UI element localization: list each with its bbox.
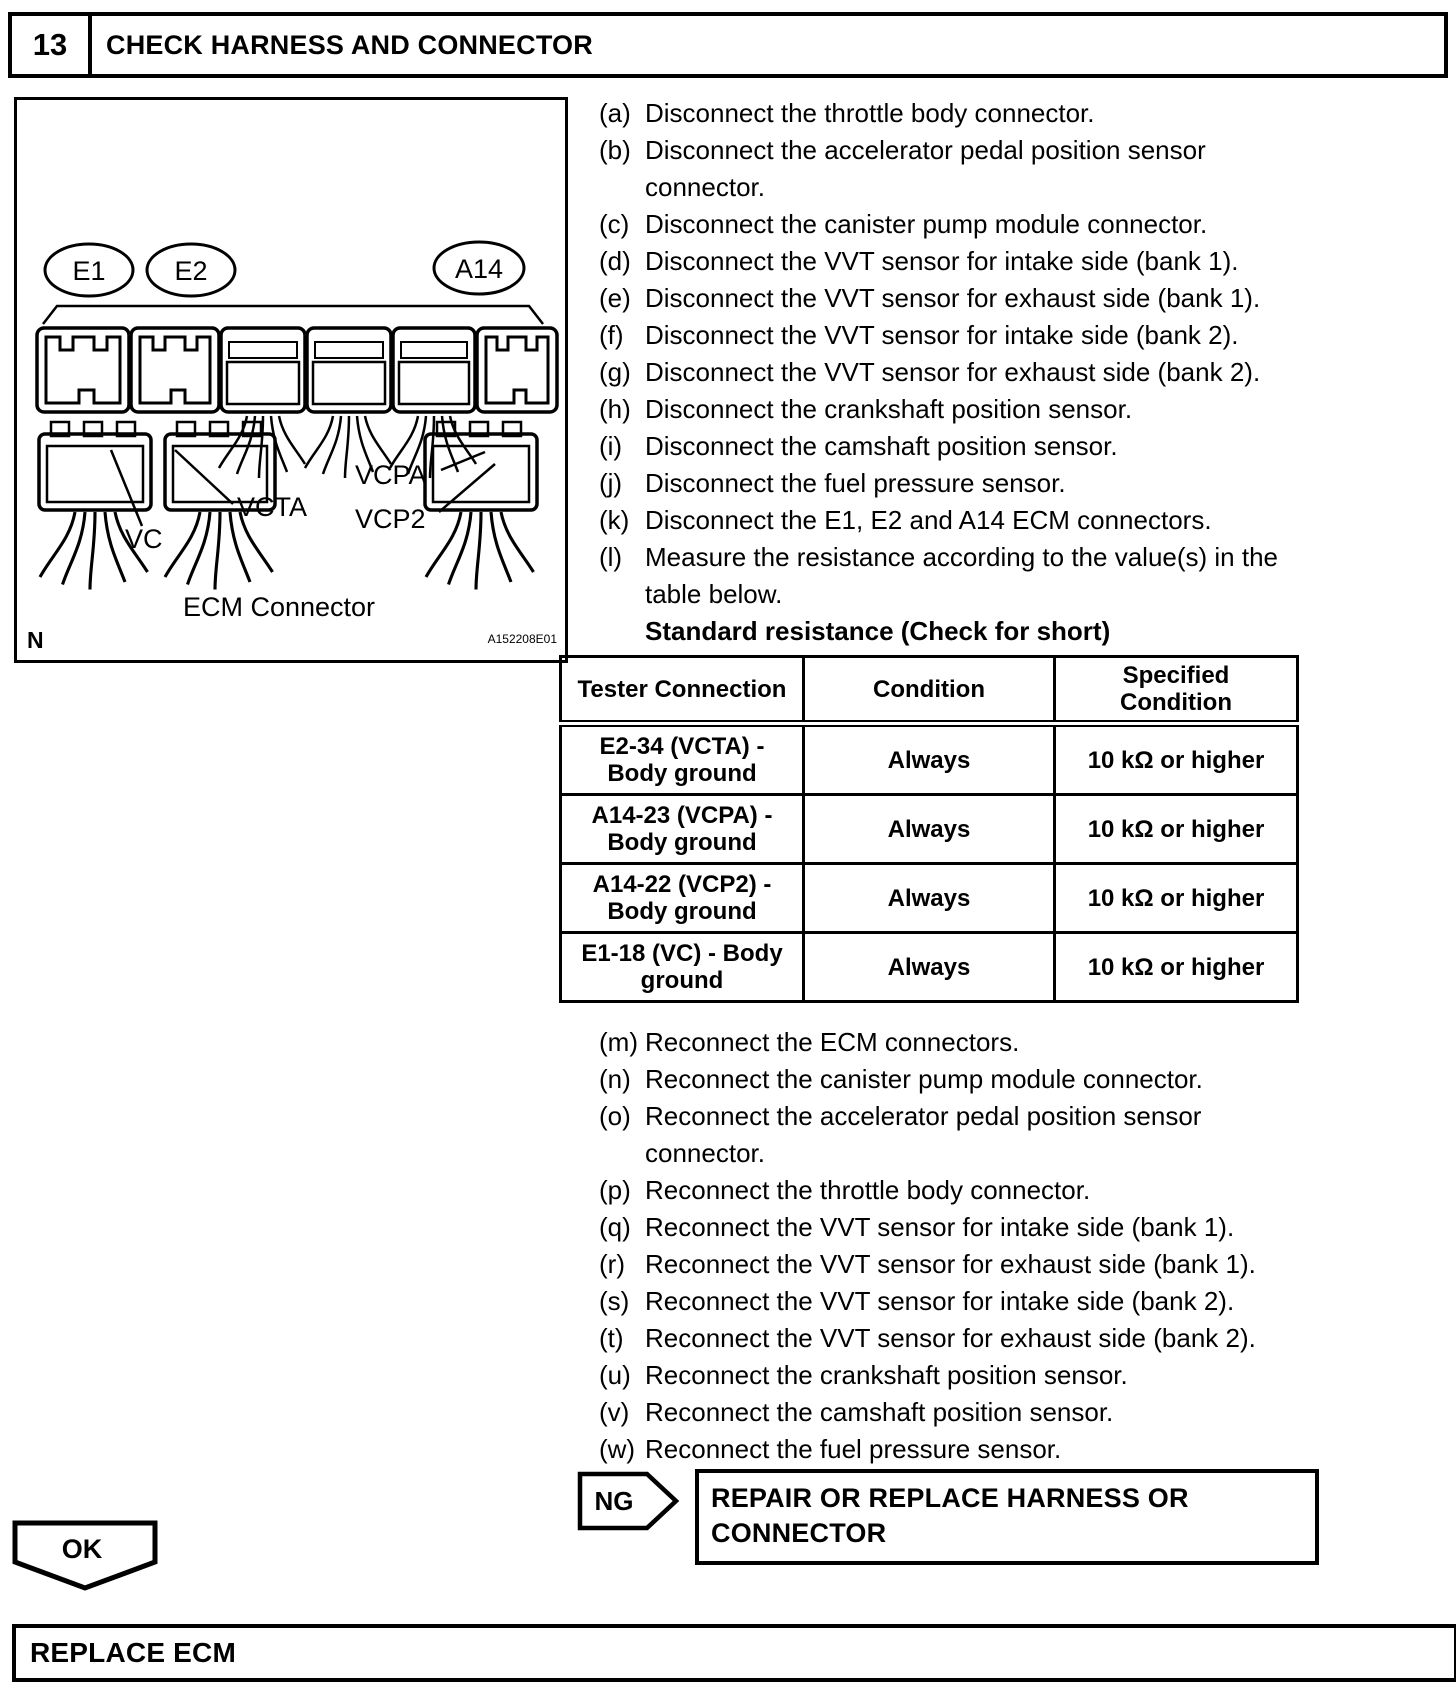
step-marker: (g) — [599, 357, 631, 387]
ok-arrow — [12, 1520, 158, 1592]
ng-arrow — [577, 1471, 681, 1531]
procedure-step — [557, 428, 1319, 465]
pin-label-vc: VC — [125, 524, 163, 554]
resistance-table-header-row — [561, 657, 1298, 724]
step-text: Reconnect the accelerator pedal position sensor connector. — [645, 1101, 1202, 1168]
procedure-step — [557, 391, 1319, 428]
tester-connection-cell: A14-23 (VCPA) - Body ground — [561, 795, 804, 864]
step-text: Reconnect the VVT sensor for exhaust side (bank 2). — [645, 1323, 1256, 1353]
leader-line-vcpa — [441, 452, 485, 470]
specified-condition-cell: 10 kΩ or higher — [1055, 724, 1298, 795]
step-marker: (f) — [599, 320, 624, 350]
step-marker: (a) — [599, 98, 631, 128]
procedure-step — [557, 206, 1319, 243]
procedure-step — [557, 1283, 1319, 1320]
ng-action-box: REPAIR OR REPLACE HARNESS OR CONNECTOR — [695, 1469, 1319, 1565]
tester-connection-cell: E2-34 (VCTA) - Body ground — [561, 724, 804, 795]
figure-panel — [14, 97, 568, 663]
step-marker: (s) — [599, 1286, 630, 1316]
table-header-cell: Condition — [804, 657, 1055, 724]
step-marker: (j) — [599, 468, 623, 498]
step-marker: (d) — [599, 246, 631, 276]
procedure-step — [557, 1320, 1319, 1357]
procedure-step — [557, 465, 1319, 502]
procedure-step — [557, 502, 1319, 539]
table-row — [561, 795, 1298, 864]
step-text: Disconnect the E1, E2 and A14 ECM connectors. — [645, 505, 1212, 535]
step-text: Disconnect the camshaft position sensor. — [645, 431, 1118, 461]
procedure-steps-bottom — [557, 1024, 1319, 1468]
step-marker: (n) — [599, 1064, 631, 1094]
table-header-cell: Tester Connection — [561, 657, 804, 724]
table-row — [561, 864, 1298, 933]
pin-label-vcta: VCTA — [237, 492, 308, 522]
connector-label-a14: A14 — [454, 254, 504, 284]
step-text: Disconnect the VVT sensor for exhaust side (bank 2). — [645, 357, 1261, 387]
specified-condition-cell: 10 kΩ or higher — [1055, 864, 1298, 933]
procedure-step — [557, 1209, 1319, 1246]
ng-result-row — [577, 1469, 1319, 1565]
procedure-steps-top — [557, 95, 1319, 613]
ng-label: NG — [594, 1486, 634, 1516]
step-marker: (b) — [599, 135, 631, 165]
step-marker: (t) — [599, 1323, 624, 1353]
procedure-step — [557, 317, 1319, 354]
ecm-edge-line — [43, 306, 543, 324]
pin-label-vcpa: VCPA — [355, 460, 427, 490]
procedure-step — [557, 1061, 1319, 1098]
footer-action-bar — [12, 1624, 1456, 1682]
condition-cell: Always — [804, 795, 1055, 864]
step-text: Reconnect the fuel pressure sensor. — [645, 1434, 1062, 1464]
procedure-column — [557, 95, 1319, 1565]
step-marker: (q) — [599, 1212, 631, 1242]
figure-caption: ECM Connector — [182, 592, 376, 622]
tester-connection-cell: E1-18 (VC) - Body ground — [561, 933, 804, 1002]
step-header-bar — [8, 12, 1448, 78]
condition-cell: Always — [804, 724, 1055, 795]
step-text: Disconnect the VVT sensor for intake side (bank 1). — [645, 246, 1239, 276]
procedure-step — [557, 354, 1319, 391]
step-text: Disconnect the canister pump module connector. — [645, 209, 1208, 239]
procedure-step — [557, 1394, 1319, 1431]
step-marker: (o) — [599, 1101, 631, 1131]
step-title: CHECK HARNESS AND CONNECTOR — [106, 29, 593, 60]
leader-line-vcp2 — [439, 464, 495, 512]
procedure-step — [557, 1098, 1319, 1172]
step-text: Disconnect the VVT sensor for intake side (bank 2). — [645, 320, 1239, 350]
ok-label: OK — [61, 1534, 103, 1564]
step-text: Measure the resistance according to the value(s) in the table below. — [645, 542, 1279, 609]
step-marker: (w) — [599, 1434, 636, 1464]
step-marker: (p) — [599, 1175, 631, 1205]
step-text: Disconnect the crankshaft position sensor. — [645, 394, 1133, 424]
step-marker: (u) — [599, 1360, 631, 1390]
resistance-table — [559, 655, 1299, 1003]
procedure-step — [557, 132, 1319, 206]
step-marker: (l) — [599, 542, 623, 572]
step-text: Disconnect the fuel pressure sensor. — [645, 468, 1066, 498]
step-marker: (m) — [599, 1027, 638, 1057]
step-marker: (h) — [599, 394, 631, 424]
pin-label-vcp2: VCP2 — [355, 504, 426, 534]
procedure-step — [557, 1431, 1319, 1468]
step-text: Reconnect the VVT sensor for exhaust side (bank 1). — [645, 1249, 1256, 1279]
step-text: Reconnect the camshaft position sensor. — [645, 1397, 1114, 1427]
procedure-step — [557, 95, 1319, 132]
table-row — [561, 933, 1298, 1002]
figure-id: A152208E01 — [487, 632, 557, 646]
procedure-step — [557, 1246, 1319, 1283]
footer-action-label: REPLACE ECM — [30, 1637, 236, 1668]
figure-corner-letter: N — [27, 627, 44, 653]
condition-cell: Always — [804, 864, 1055, 933]
procedure-step — [557, 1172, 1319, 1209]
table-row — [561, 724, 1298, 795]
step-marker: (r) — [599, 1249, 625, 1279]
specified-condition-cell: 10 kΩ or higher — [1055, 933, 1298, 1002]
step-marker: (i) — [599, 431, 623, 461]
connector-label-e1: E1 — [72, 256, 106, 286]
table-header-cell: Specified Condition — [1055, 657, 1298, 724]
step-text: Reconnect the ECM connectors. — [645, 1027, 1020, 1057]
step-text: Reconnect the VVT sensor for intake side (bank 2). — [645, 1286, 1235, 1316]
step-text: Disconnect the VVT sensor for exhaust side (bank 1). — [645, 283, 1261, 313]
specified-condition-cell: 10 kΩ or higher — [1055, 795, 1298, 864]
step-text: Reconnect the canister pump module connector. — [645, 1064, 1203, 1094]
step-marker: (e) — [599, 283, 631, 313]
step-number: 13 — [12, 16, 92, 74]
step-text: Disconnect the throttle body connector. — [645, 98, 1095, 128]
ecm-connector-figure — [17, 100, 565, 660]
procedure-step — [557, 1357, 1319, 1394]
step-marker: (c) — [599, 209, 630, 239]
procedure-step — [557, 1024, 1319, 1061]
connector-label-e2: E2 — [174, 256, 208, 286]
resistance-table-heading: Standard resistance (Check for short) — [645, 616, 1111, 646]
tester-connection-cell: A14-22 (VCP2) - Body ground — [561, 864, 804, 933]
step-text: Reconnect the throttle body connector. — [645, 1175, 1091, 1205]
step-marker: (v) — [599, 1397, 630, 1427]
procedure-step — [557, 539, 1319, 613]
step-text: Disconnect the accelerator pedal position sensor connector. — [645, 135, 1206, 202]
procedure-step — [557, 243, 1319, 280]
procedure-step — [557, 280, 1319, 317]
step-text: Reconnect the crankshaft position sensor. — [645, 1360, 1128, 1390]
condition-cell: Always — [804, 933, 1055, 1002]
step-marker: (k) — [599, 505, 630, 535]
step-text: Reconnect the VVT sensor for intake side (bank 1). — [645, 1212, 1235, 1242]
